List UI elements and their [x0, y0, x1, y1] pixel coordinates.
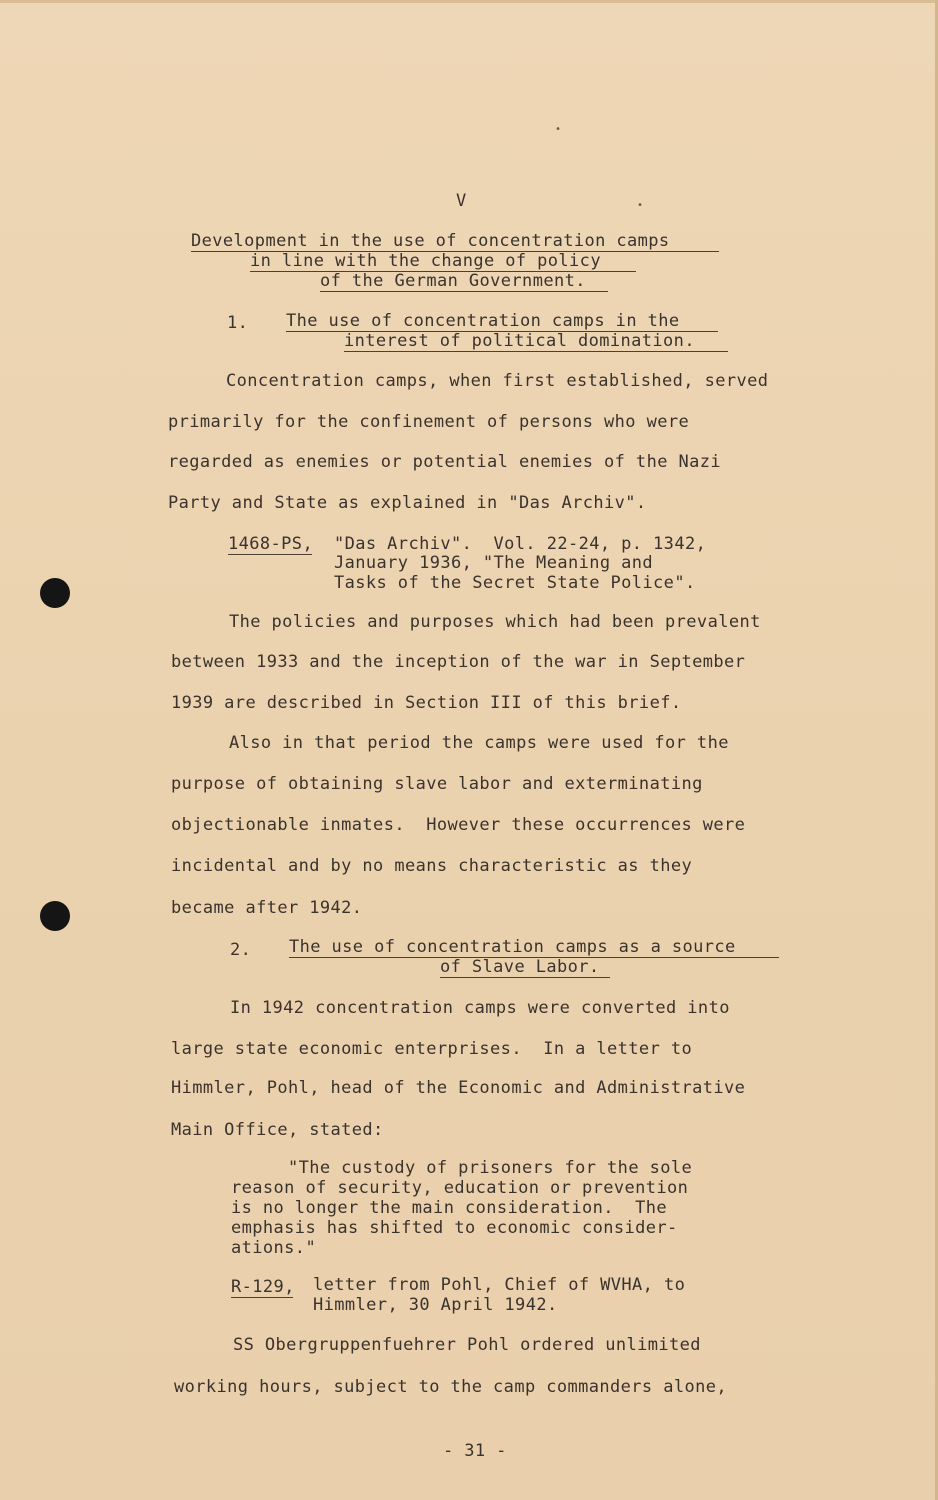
para5-line-1: SS Obergruppenfuehrer Pohl ordered unlimited	[233, 1335, 701, 1355]
para4-line-2: large state economic enterprises. In a letter to	[171, 1039, 693, 1059]
para1-line-4: Party and State as explained in "Das Archiv".	[168, 493, 647, 513]
speck-mark: •	[555, 124, 562, 135]
para3-line-5: became after 1942.	[171, 898, 363, 918]
para1-line-3: regarded as enemies or potential enemies of the Nazi	[168, 452, 722, 472]
title-line-1: Development in the use of concentration camps	[191, 231, 670, 251]
para2-line-1: The policies and purposes which had been prevalent	[229, 612, 761, 632]
para2-line-2: between 1933 and the inception of the war in September	[171, 652, 746, 672]
section-number: V	[456, 191, 467, 211]
para3-line-4: incidental and by no means characteristic as they	[171, 856, 693, 876]
title-line-3: of the German Government.	[320, 271, 586, 291]
cite1-line-3: Tasks of the Secret State Police".	[334, 573, 696, 593]
cite2-line-1: letter from Pohl, Chief of WVHA, to	[313, 1275, 686, 1295]
quote-line-2: reason of security, education or prevention	[231, 1178, 689, 1198]
sub1-underline-2	[344, 351, 728, 352]
para1-line-2: primarily for the confinement of persons who were	[168, 412, 690, 432]
sub2-line-1: The use of concentration camps as a source	[289, 937, 736, 957]
sub2-number: 2.	[230, 940, 252, 960]
sub1-line-2: interest of political domination.	[344, 331, 695, 351]
para4-line-4: Main Office, stated:	[171, 1120, 384, 1140]
binder-hole-top	[40, 578, 70, 608]
title-underline-3	[320, 291, 608, 292]
cite1-line-1: "Das Archiv". Vol. 22-24, p. 1342,	[334, 534, 707, 554]
quote-line-5: ations."	[231, 1238, 317, 1258]
para3-line-1: Also in that period the camps were used for the	[229, 733, 729, 753]
para4-line-1: In 1942 concentration camps were converted into	[230, 998, 730, 1018]
cite1-line-2: January 1936, "The Meaning and	[334, 553, 654, 573]
cite1-ref: 1468-PS,	[228, 534, 314, 554]
para4-line-3: Himmler, Pohl, head of the Economic and Administrative	[171, 1078, 746, 1098]
cite2-ref: R-129,	[231, 1277, 295, 1297]
cite2-line-2: Himmler, 30 April 1942.	[313, 1295, 558, 1315]
quote-line-4: emphasis has shifted to economic consider-	[231, 1218, 678, 1238]
sub1-line-1: The use of concentration camps in the	[286, 311, 680, 331]
para2-line-3: 1939 are described in Section III of this brief.	[171, 693, 682, 713]
quote-line-1: "The custody of prisoners for the sole	[288, 1158, 693, 1178]
para3-line-3: objectionable inmates. However these occurrences were	[171, 815, 746, 835]
para1-line-1: Concentration camps, when first established, served	[226, 371, 769, 391]
page-number: - 31 -	[443, 1441, 507, 1461]
speck-mark: •	[637, 200, 644, 211]
sub1-number: 1.	[227, 313, 249, 333]
sub2-underline-2	[440, 977, 610, 978]
para3-line-2: purpose of obtaining slave labor and exterminating	[171, 774, 703, 794]
quote-line-3: is no longer the main consideration. The	[231, 1198, 668, 1218]
page-edge-top	[0, 0, 938, 3]
cite2-ref-underline	[231, 1297, 293, 1298]
cite1-ref-underline	[228, 554, 312, 555]
binder-hole-bottom	[40, 901, 70, 931]
sub2-line-2: of Slave Labor.	[440, 957, 600, 977]
para5-line-2: working hours, subject to the camp commanders alone,	[174, 1377, 728, 1397]
title-line-2: in line with the change of policy	[250, 251, 601, 271]
